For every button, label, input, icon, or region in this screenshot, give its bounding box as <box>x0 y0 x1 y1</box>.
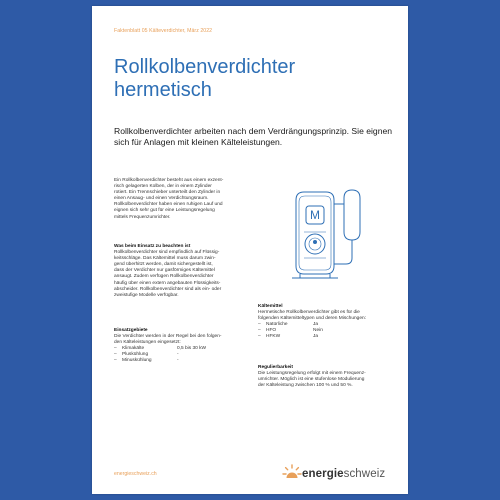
risk-line: häufig über einen extern angebauten Flüssigkeits- <box>114 280 221 286</box>
refrigerant-list-item: – HFKW Ja <box>258 334 319 340</box>
lead-paragraph: Rollkolbenverdichter arbeiten nach dem Verdrängungsprinzip. Sie eignen sich für Anlagen mit kleinen Kälteleistungen. <box>114 126 393 147</box>
refrigerant-line: Hermetische Rollkolbenverdichter gibt es für die <box>258 310 360 316</box>
svg-text:M: M <box>310 208 320 222</box>
risk-line: dass der Verdichter nur gasförmiges Kältemittel <box>114 268 215 274</box>
risk-line: abscheider. Rollkolbenverdichter sind als ein- oder <box>114 286 222 292</box>
usage-value: 0,5 bis 30 kW <box>177 346 207 352</box>
usage-list-item: – Minuskühlung - <box>114 358 179 364</box>
usage-key: Pluskühlung <box>122 352 149 358</box>
compressor-housing <box>296 192 334 274</box>
intro-line: eignen sich sehr gut für eine Leistungsregelung <box>114 208 215 214</box>
refrigerant-value: Nein <box>313 328 323 334</box>
compressor-illustration <box>282 182 374 286</box>
refrigerant-value: Ja <box>313 334 319 340</box>
intro-line: risch gelagerten Kolben, der in einem Zylinder <box>114 184 212 190</box>
usage-value: - <box>177 358 179 364</box>
intro-line: rotiert. Ein Trennschieber unterteilt den Zylinder in <box>114 190 221 196</box>
refrigerant-list-item: – HFO Nein <box>258 328 323 334</box>
refrigerant-key: HFKW <box>266 334 281 340</box>
sun-icon <box>282 464 302 484</box>
logo-text <box>302 468 385 480</box>
usage-key: Klimakälte <box>122 346 145 352</box>
footer-website[interactable]: energieschweiz.ch <box>114 471 157 477</box>
risk-heading: Was beim Einsatz zu beachten ist <box>114 244 191 249</box>
risk-line: keitsschläge. Das Kältemittel muss darum zwin- <box>114 256 216 262</box>
refrigerant-line: folgenden Kältemitteltypen und deren Mischungen: <box>258 316 367 322</box>
usage-section <box>114 328 254 365</box>
risk-line: Rollkolbenverdichter sind empfindlich auf Flüssig- <box>114 250 220 256</box>
refrigerant-key: Natürliche <box>266 322 288 328</box>
usage-line: den Kälteleistungen eingesetzt: <box>114 340 181 346</box>
refrigerant-key: HFO <box>266 328 277 334</box>
document-page <box>92 6 408 494</box>
usage-line: Die Verdichter werden in der Regel bei den folgen- <box>114 334 222 340</box>
risk-line: zweistufige Modelle verfügbar. <box>114 292 179 298</box>
logo-text-energie: energie <box>302 468 344 480</box>
intro-paragraph <box>114 178 254 221</box>
risk-section <box>114 244 254 299</box>
usage-list-item: – Pluskühlung - <box>114 352 179 358</box>
refrigerant-list-item: – Natürliche Ja <box>258 322 319 328</box>
intro-line: Rollkolbenverdichter haben einen ruhigen Lauf und <box>114 202 223 208</box>
regulation-line: umrichter. Möglich ist eine stufenlose Modulierung <box>258 377 365 383</box>
energieschweiz-logo <box>282 464 385 484</box>
separator-tank <box>344 190 360 240</box>
refrigerant-value: Ja <box>313 322 319 328</box>
title-line-2: hermetisch <box>114 79 212 101</box>
regulation-heading: Regulierbarkeit <box>258 365 293 370</box>
refrigerant-heading: Kältemittel <box>258 304 283 309</box>
risk-line: ansaugt. Zudem verfügen Rollkolbenverdichter <box>114 274 214 280</box>
page-title <box>114 56 394 102</box>
title-line-1: Rollkolbenverdichter <box>114 56 296 78</box>
regulation-section <box>258 365 398 389</box>
regulation-line: Die Leistungsregelung erfolgt mit einem Frequenz- <box>258 371 366 377</box>
intro-line: Ein Rollkolbenverdichter besteht aus einem exzent- <box>114 178 224 183</box>
usage-value: - <box>177 352 179 358</box>
regulation-line: der Kälteleistung zwischen 100 % und 50 %. <box>258 383 353 389</box>
refrigerant-section <box>258 304 398 341</box>
usage-heading: Einsatzgebiete <box>114 328 148 333</box>
risk-line: gend überhitzt werden, damit sichergestellt ist, <box>114 262 213 268</box>
intro-line: mittels Frequenzumrichter. <box>114 214 171 220</box>
usage-key: Minuskühlung <box>122 358 152 364</box>
usage-list-item: – Klimakälte 0,5 bis 30 kW <box>114 346 207 352</box>
document-header: Faktenblatt 05 Kälteverdichter, März 2022 <box>114 28 213 34</box>
intro-line: einen Ansaug- und einen Verdichtungsraum. <box>114 196 209 202</box>
logo-text-schweiz: schweiz <box>343 468 386 480</box>
